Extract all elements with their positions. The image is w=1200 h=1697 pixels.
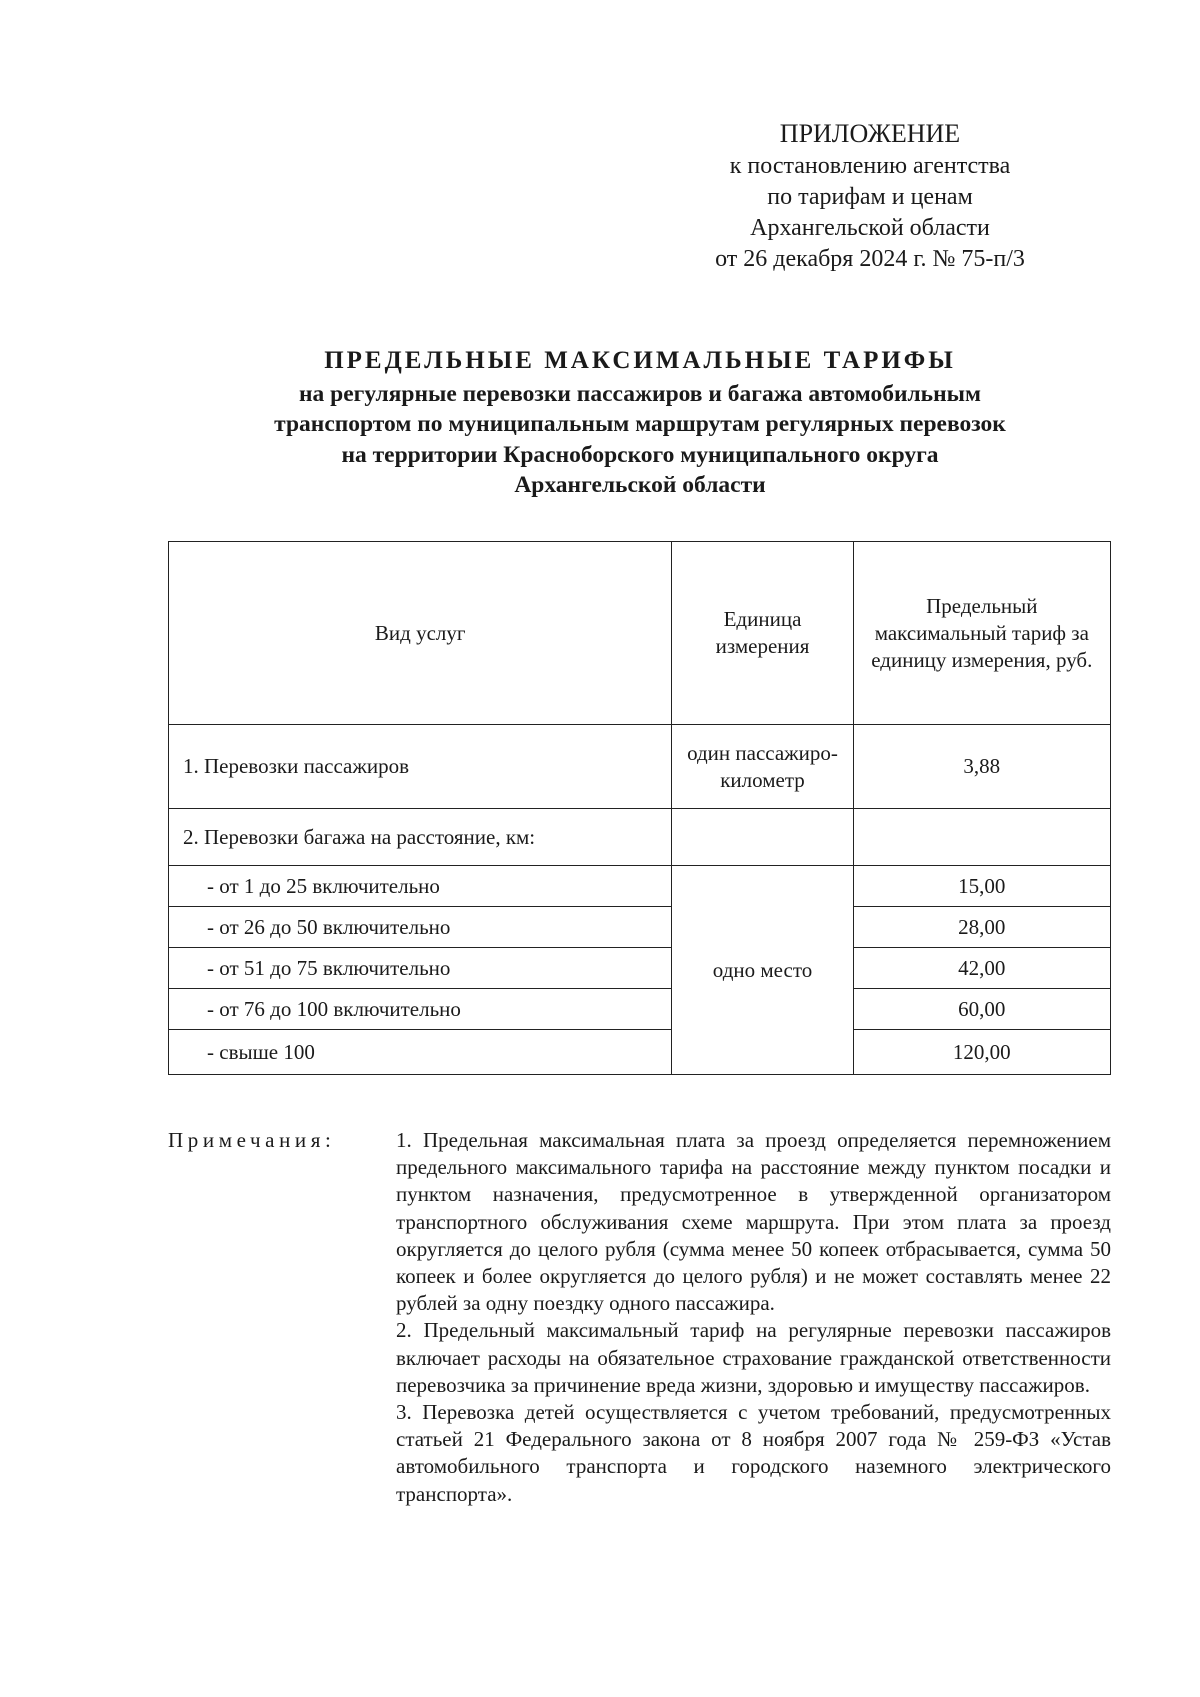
tariff-cell: 60,00 — [853, 989, 1110, 1030]
tariff-cell: 28,00 — [853, 907, 1110, 948]
service-cell: - от 1 до 25 включительно — [169, 866, 672, 907]
appendix-line: к постановлению агентства — [729, 153, 1011, 179]
table-header-row — [169, 542, 1111, 725]
document-title: ПРЕДЕЛЬНЫЕ МАКСИМАЛЬНЫЕ ТАРИФЫ — [324, 347, 956, 374]
tariff-cell: 3,88 — [853, 725, 1110, 809]
table-row — [169, 907, 1111, 948]
appendix-line: Архангельской области — [750, 215, 990, 241]
note-item: 2. Предельный максимальный тариф на регулярные перевозки пассажиров включает расходы на обязательное страхование гражданской ответственности перевозчика за причинение вреда жизни, здоровью и имуществу пассажиров. — [396, 1318, 1111, 1397]
service-cell: - от 76 до 100 включительно — [169, 989, 672, 1030]
table-row — [169, 866, 1111, 907]
service-cell: - от 26 до 50 включительно — [169, 907, 672, 948]
document-subtitle-line: Архангельской области — [514, 472, 766, 498]
appendix-block — [660, 118, 1080, 275]
table-row — [169, 948, 1111, 989]
document-subtitle-line: на регулярные перевозки пассажиров и багажа автомобильным — [298, 380, 982, 407]
unit-cell: одно место — [672, 866, 853, 1075]
service-cell: 2. Перевозки багажа на расстояние, км: — [169, 809, 672, 866]
document-heading — [150, 346, 1130, 501]
header-service: Вид услуг — [169, 542, 672, 725]
notes-label: Примечания: — [168, 1128, 336, 1152]
service-cell: 1. Перевозки пассажиров — [169, 725, 672, 809]
tariff-cell: 15,00 — [853, 866, 1110, 907]
notes-block — [396, 1127, 1111, 1508]
header-tariff: Предельный максимальный тариф за единицу измерения, руб. — [853, 542, 1110, 725]
document-subtitle-line: транспортом по муниципальным маршрутам регулярных перевозок — [274, 411, 1006, 437]
unit-cell: один пассажиро-километр — [672, 725, 853, 809]
document-subtitle-line: на территории Красноборского муниципального округа — [341, 441, 939, 468]
service-cell: - от 51 до 75 включительно — [169, 948, 672, 989]
service-cell: - свыше 100 — [169, 1030, 672, 1075]
unit-cell-empty — [672, 809, 853, 866]
tariff-cell: 42,00 — [853, 948, 1110, 989]
note-item: 3. Перевозка детей осуществляется с учетом требований, предусмотренных статьей 21 Федерального закона от 8 ноября 2007 года № 259-ФЗ «Устав автомобильного транспорта и городского наземного электрического транспорта». — [396, 1400, 1111, 1506]
table-row — [169, 989, 1111, 1030]
appendix-line: по тарифам и ценам — [767, 184, 973, 210]
table-row — [169, 725, 1111, 809]
tariff-cell-empty — [853, 809, 1110, 866]
tariff-table — [168, 541, 1111, 1075]
appendix-title: ПРИЛОЖЕНИЕ — [779, 119, 961, 148]
appendix-line: от 26 декабря 2024 г. № 75-п/3 — [715, 246, 1025, 272]
table-row — [169, 1030, 1111, 1075]
header-unit: Единица измерения — [672, 542, 853, 725]
table-row — [169, 809, 1111, 866]
note-item: 1. Предельная максимальная плата за проезд определяется перемножением предельного максимального тарифа на расстояние между пунктом посадки и пунктом назначения, предусмотренное в утвержденной организатором транспортного обслуживания схеме маршрута. При этом плата за проезд округляется до целого рубля (сумма менее 50 копеек отбрасывается, сумма 50 копеек и более округляется до целого рубля) и не может составлять менее 22 рублей за одну поездку одного пассажира. — [396, 1128, 1111, 1316]
tariff-cell: 120,00 — [853, 1030, 1110, 1075]
